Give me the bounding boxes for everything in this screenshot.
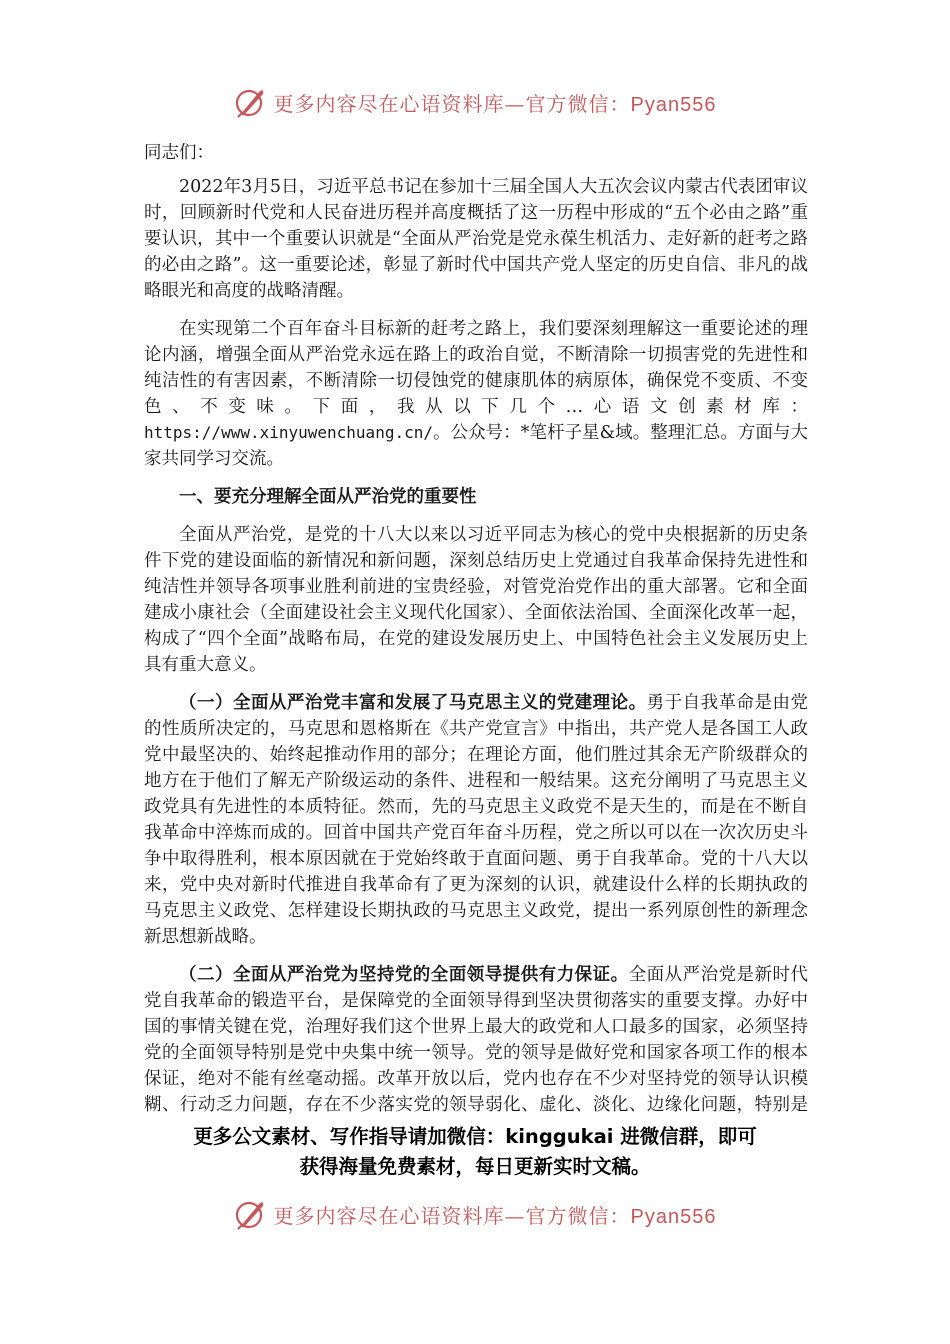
quill-pen-logo-icon	[234, 1197, 268, 1231]
paragraph-point-2	[144, 962, 808, 1115]
point-2-heading: （二）全面从严治党为坚持党的全面领导提供有力保证。	[179, 965, 629, 985]
banner-brand: 更多内容尽在心语资料库—官方微信：	[273, 1203, 631, 1228]
point-1-text: 勇于自我革命是由党的性质所决定的，马克思和恩格斯在《共产党宣言》中指出，共产党人是各国工人政党中最坚决的、始终起推动作用的部分；在理论方面，他们胜过其余无产阶级群众的地方在于他们了解无产阶级运动的条件、进程和一般结果。这充分阐明了马克思主义政党具有先进性的本质特征。然而，先的马克思主义政党不是天生的，而是在不断自我革命中淬炼而成的。回首中国共产党百年奋斗历程，党之所以可以在一次次历史斗争中取得胜利，根本原因就在于党始终敢于直面问题、勇于自我革命。党的十八大以来，党中央对新时代推进自我革命有了更为深刻的认识，就建设什么样的长期执政的马克思主义政党、怎样建设长期执政的马克思主义政党，提出一系列原创性的新理念新思想新战略。	[144, 693, 809, 947]
banner-wechat-id: Pyan556	[630, 1205, 717, 1228]
paragraph-section-1-intro: 全面从严治党，是党的十八大以来以习近平同志为核心的党中央根据新的历史条件下党的建设面临的新情况和新问题，深刻总结历史上党通过自我革命保持先进性和纯洁性并领导各项事业胜利前进的宝贵经验，对管党治党作出的重大部署。它和全面建成小康社会（全面建设社会主义现代化国家）、全面依法治国、全面深化改革一起，构成了“四个全面”战略布局，在党的建设发展历史上、中国特色社会主义发展历史上具有重大意义。	[144, 525, 808, 675]
point-1-heading: （一）全面从严治党丰富和发展了马克思主义的党建理论。	[179, 693, 647, 713]
banner-text	[274, 1200, 717, 1229]
banner-wechat-id: Pyan556	[630, 93, 717, 116]
promo-line-1: 更多公文素材、写作指导请加微信：kinggukai 进微信群，即可	[193, 1125, 757, 1148]
footer-watermark-banner	[0, 1192, 950, 1236]
paragraph-purpose-tail: 。公众号：*笔杆子星&域。整理汇总。方面与大家共同学习交流。	[144, 423, 808, 469]
banner-brand: 更多内容尽在心语资料库—官方微信：	[273, 91, 631, 116]
quill-pen-logo-icon	[234, 85, 268, 119]
header-watermark-banner	[0, 80, 950, 124]
page-clip	[0, 140, 950, 1115]
paragraph-purpose-text: 在实现第二个百年奋斗目标新的赶考之路上，我们要深刻理解这一重要论述的理论内涵，增强全面从严治党永远在路上的政治自觉，不断清除一切损害党的先进性和纯洁性的有害因素，不断清除一切侵蚀党的健康肌体的病原体，确保党不变质、不变色、不变味。下面，我从以下几个…心语文创素材库：	[144, 319, 808, 417]
salutation: 同志们：	[144, 143, 214, 163]
paragraph-intro: 2022年3月5日，习近平总书记在参加十三届全国人大五次会议内蒙古代表团审议时，回顾新时代党和人民奋进历程并高度概括了这一历程中形成的“五个必由之路”重要认识，其中一个重要认识就是“全面从严治党是党永葆生机活力、走好新的赶考之路的必由之路”。这一重要论述，彰显了新时代中国共产党人坚定的历史自信、非凡的战略眼光和高度的战略清醒。	[144, 177, 808, 301]
promo-line-2: 获得海量免费素材，每日更新实时文稿。	[299, 1155, 651, 1178]
source-url: https://www.xinyuwenchuang.cn/	[144, 423, 433, 442]
banner-text	[274, 88, 717, 117]
paragraph-point-1	[144, 690, 808, 950]
paragraph-purpose	[144, 316, 808, 472]
promo-notice	[0, 1122, 950, 1182]
point-2-text: 全面从严治党是新时代党自我革命的锻造平台，是保障党的全面领导得到坚决贯彻落实的重要支撑。办好中国的事情关键在党，治理好我们这个世界上最大的政党和人口最多的国家，必须坚持党的全面领导特别是党中央集中统一领导。党的领导是做好党和国家各项工作的根本保证，绝对不能有丝毫动摇。改革开放以后，党内也存在不少对坚持党的领导认识模糊、行动乏力问题，存在不少落实党的领导弱化、虚化、淡化、边缘化问题，特别是	[144, 965, 809, 1115]
section-heading-1: 一、要充分理解全面从严治党的重要性	[179, 487, 477, 507]
document-body	[144, 140, 808, 1115]
